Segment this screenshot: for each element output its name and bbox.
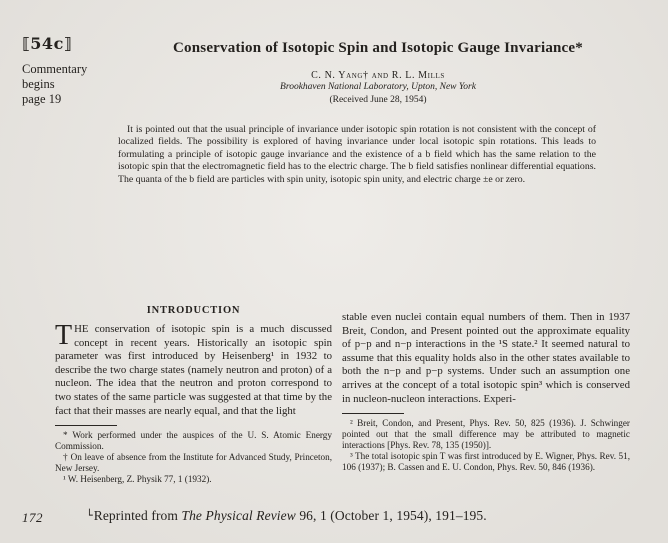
- footnote-rule-left: [55, 425, 117, 426]
- corner-bracket-icon: └: [86, 509, 93, 522]
- abstract-text: It is pointed out that the usual principle of invariance under isotopic spin rotation is not consistent with the concept of localized fields. The possibility is explored of having invariance under local isotopic spin rotations. This leads to formulating a principle of isotopic gauge invariance and the existence of a b field which has the same relation to the isotopic spin that the electromagnetic field has to the electric charge. The b field satisfies nonlinear differential equations. The quanta of the b field are particles with spin unity, isotopic spin unity, and electric charge ±e or zero.: [118, 124, 596, 185]
- footnotes-right: [342, 418, 630, 473]
- footnote-item: ² Breit, Condon, and Present, Phys. Rev. 50, 825 (1936). J. Schwinger pointed out that the small difference may be attributed to magnetic interactions [Phys. Rev. 78, 135 (1950)].: [342, 418, 630, 450]
- authors-line: C. N. Yang† and R. L. Mills: [311, 70, 445, 81]
- footnote-item: † On leave of absence from the Institute for Advanced Study, Princeton, New Jersey.: [55, 451, 332, 473]
- intro-right-paragraph: stable even nuclei contain equal numbers of them. Then in 1937 Breit, Condon, and Present pointed out the approximate equality of p−p and n−p interactions in the ¹S state.² It seemed natural to assume that this equality holds also in the other states available to both the n−p and p−p systems. Under such an assumption one arrives at the concept of a total isotopic spin³ which is conserved in nucleon-nucleon interactions. Experi-: [342, 311, 630, 405]
- right-column: [342, 311, 630, 473]
- footnote-item: * Work performed under the auspices of the U. S. Atomic Energy Commission.: [55, 430, 332, 452]
- footnote-item: ¹ W. Heisenberg, Z. Physik 77, 1 (1932).: [63, 473, 212, 484]
- intro-left-paragraph-text: HE conservation of isotopic spin is a much discussed concept in recent years. Historically an isotopic spin parameter was first introduced by Heisenberg¹ in 1932 to describe the two charge states (namely neutron and proton) of a nucleon. The idea that the neutron and proton correspond to two states of the same particle was suggested at that time by the fact that their masses are nearly equal, and that the light: [55, 323, 332, 417]
- left-column: [55, 305, 332, 485]
- intro-dropcap: T: [55, 320, 73, 351]
- commentary-note-line: Commentary: [22, 62, 88, 76]
- footnotes-left: [55, 430, 332, 485]
- document-id-label: ⟦54c⟧: [22, 34, 73, 53]
- page-number: 172: [22, 510, 43, 525]
- affiliation-line: Brookhaven National Laboratory, Upton, New York: [280, 82, 476, 92]
- reprint-prefix: Reprinted from: [93, 508, 182, 523]
- footnote-item: ³ The total isotopic spin T was first introduced by E. Wigner, Phys. Rev. 51, 106 (1937); B. Cassen and E. U. Condon, Phys. Rev. 50, 846 (1936).: [342, 450, 630, 472]
- commentary-note-line: page 19: [22, 92, 62, 106]
- footnote-rule-right: [342, 413, 404, 414]
- section-heading-introduction: INTRODUCTION: [146, 305, 241, 316]
- reprint-journal-title: The Physical Review: [181, 508, 296, 523]
- reprint-line: [86, 508, 487, 524]
- intro-left-paragraph: [55, 320, 332, 418]
- margin-annotations: [22, 34, 112, 107]
- received-date-line: (Received June 28, 1954): [329, 95, 427, 105]
- paper-header: [118, 40, 638, 105]
- commentary-note: [22, 62, 112, 107]
- page-footer: [0, 508, 668, 532]
- commentary-note-line: begins: [22, 77, 55, 91]
- paper-title: Conservation of Isotopic Spin and Isotopic Gauge Invariance*: [173, 40, 583, 56]
- reprint-suffix: 96, 1 (October 1, 1954), 191–195.: [295, 508, 487, 523]
